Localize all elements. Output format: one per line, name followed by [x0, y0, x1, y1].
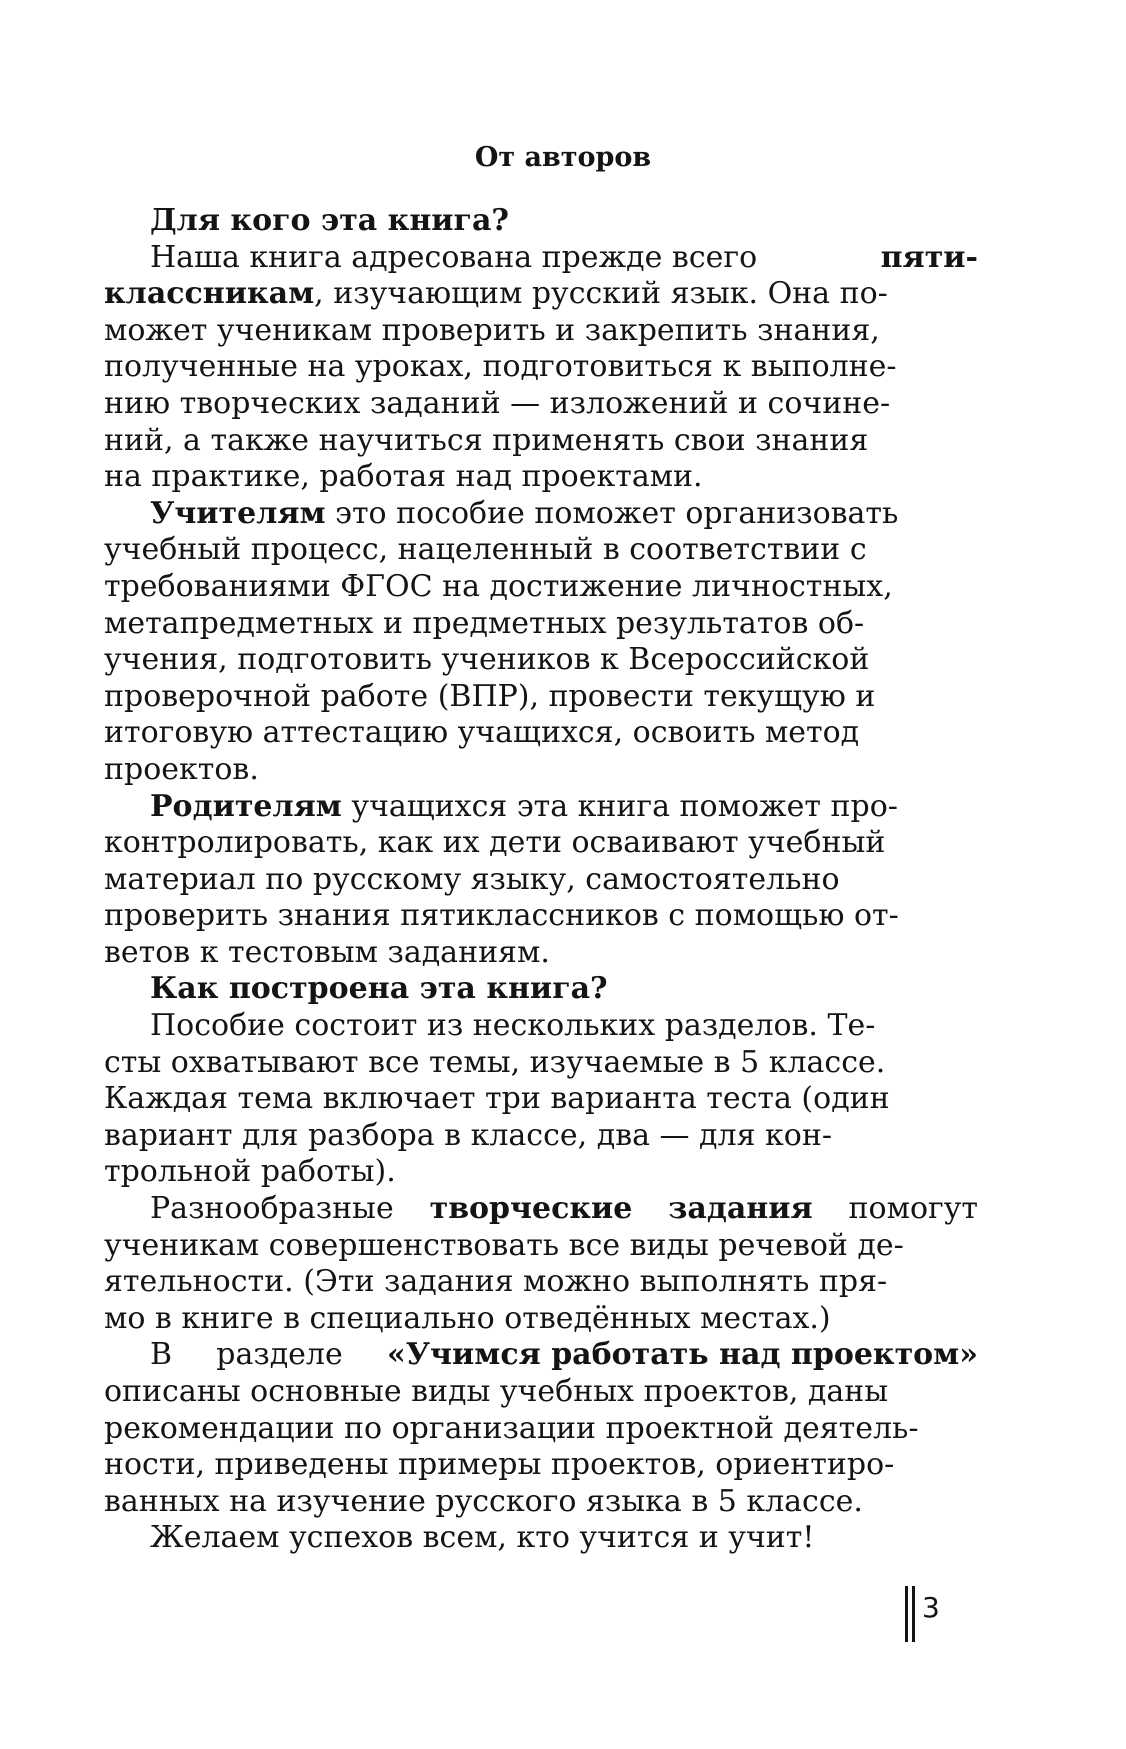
bold-text: пяти- [880, 239, 978, 275]
text-span: метапредметных и предметных результатов об- [104, 605, 865, 641]
text-line [104, 971, 984, 1008]
text-line [104, 642, 984, 679]
text-span: Пособие состоит из нескольких разделов. Те- [150, 1008, 876, 1044]
text-line [104, 1411, 984, 1448]
text-line [104, 715, 984, 752]
text-span: описаны основные виды учебных проектов, даны [104, 1374, 889, 1409]
text-span: вариант для разбора в классе, два — для кон- [104, 1117, 832, 1153]
text-line [104, 752, 984, 789]
text-line [104, 1264, 984, 1301]
text-span: полученные на уроках, подготовиться к выполне- [104, 349, 897, 385]
text-line [104, 1008, 984, 1045]
text-line [104, 386, 984, 423]
page-number: 3 [922, 1591, 940, 1624]
text-line [104, 240, 984, 277]
text-span: проектов. [104, 751, 259, 787]
text-line [104, 1484, 984, 1521]
text-span: ванных на изучение русского языка в 5 классе. [104, 1483, 863, 1519]
text-line [104, 825, 984, 862]
text-span: В [150, 1337, 173, 1373]
text-line [104, 496, 984, 533]
text-line [104, 203, 984, 240]
text-line [104, 569, 984, 606]
text-span: помогут [848, 1191, 978, 1227]
text-span: ученикам совершенствовать все виды речевой де- [104, 1227, 904, 1263]
text-span: итоговую аттестацию учащихся, освоить метод [104, 715, 860, 751]
text-line [104, 679, 984, 716]
text-span: рекомендации по организации проектной деятель- [104, 1410, 919, 1446]
text-span: ности, приведены примеры проектов, ориентиро- [104, 1447, 895, 1483]
text-span: учащихся эта книга поможет про- [341, 788, 898, 824]
text-line [104, 1045, 984, 1082]
text-span: контролировать, как их дети осваивают учебный [104, 825, 886, 861]
text-span: учебный процесс, нацеленный в соответствии с [104, 532, 867, 568]
text-line [104, 606, 984, 643]
text-span: может ученикам проверить и закрепить знания, [104, 312, 880, 348]
text-span: на практике, работая над проектами. [104, 459, 703, 495]
text-span: нию творческих заданий — изложений и сочине- [104, 385, 891, 421]
text-line [104, 349, 984, 386]
text-span: трольной работы). [104, 1154, 396, 1190]
bold-text: Учителям [150, 495, 326, 531]
text-line [104, 1337, 984, 1374]
text-line [104, 1191, 984, 1228]
bold-text: классникам [104, 276, 315, 312]
bold-text: Для кого эта книга? [150, 203, 509, 238]
text-span: требованиями ФГОС на достижение личностных, [104, 568, 893, 604]
text-line [104, 1228, 984, 1265]
text-line [104, 276, 984, 313]
text-span: Каждая тема включает три варианта теста (один [104, 1081, 890, 1117]
text-line [104, 898, 984, 935]
text-span: сты охватывают все темы, изучаемые в 5 классе. [104, 1044, 886, 1080]
text-span: , изучающим русский язык. Она по- [314, 276, 888, 312]
text-line [104, 1081, 984, 1118]
bold-text: «Учимся работать над проектом» [386, 1337, 978, 1373]
text-span: проверить знания пятиклассников с помощью от- [104, 898, 899, 934]
text-span: Желаем успехов всем, кто учится и учит! [150, 1520, 815, 1556]
text-span: ний, а также научиться применять свои знания [104, 422, 869, 458]
text-line [104, 1520, 984, 1557]
text-line [104, 1118, 984, 1155]
text-span: разделе [216, 1337, 343, 1373]
text-span: мо в книге в специально отведённых местах.) [104, 1300, 831, 1336]
body-text [104, 203, 984, 1557]
page-title: От авторов [474, 142, 652, 173]
bold-text: Родителям [150, 788, 342, 824]
bold-text: задания [668, 1191, 813, 1227]
text-span: учения, подготовить учеников к Всероссийской [104, 642, 870, 678]
text-line [104, 789, 984, 826]
text-line [104, 1301, 984, 1338]
text-span: материал по русскому языку, самостоятельно [104, 861, 840, 897]
text-span: ветов к тестовым заданиям. [104, 934, 550, 970]
text-line [104, 1374, 984, 1411]
text-span: Наша книга адресована прежде всего [150, 239, 758, 275]
text-line [104, 1154, 984, 1191]
text-span: проверочной работе (ВПР), провести текущую и [104, 678, 876, 714]
text-line [104, 935, 984, 972]
bold-text: Как построена эта книга? [150, 971, 608, 1007]
text-line [104, 1447, 984, 1484]
text-span: это пособие поможет организовать [325, 495, 899, 531]
text-line [104, 313, 984, 350]
bold-text: творческие [429, 1191, 633, 1227]
page-number-marker [905, 1586, 915, 1642]
text-line [104, 532, 984, 569]
text-line [104, 459, 984, 496]
text-line [104, 862, 984, 899]
text-span: Разнообразные [150, 1191, 394, 1227]
text-line [104, 423, 984, 460]
text-span: ятельности. (Эти задания можно выполнять пря- [104, 1264, 888, 1300]
